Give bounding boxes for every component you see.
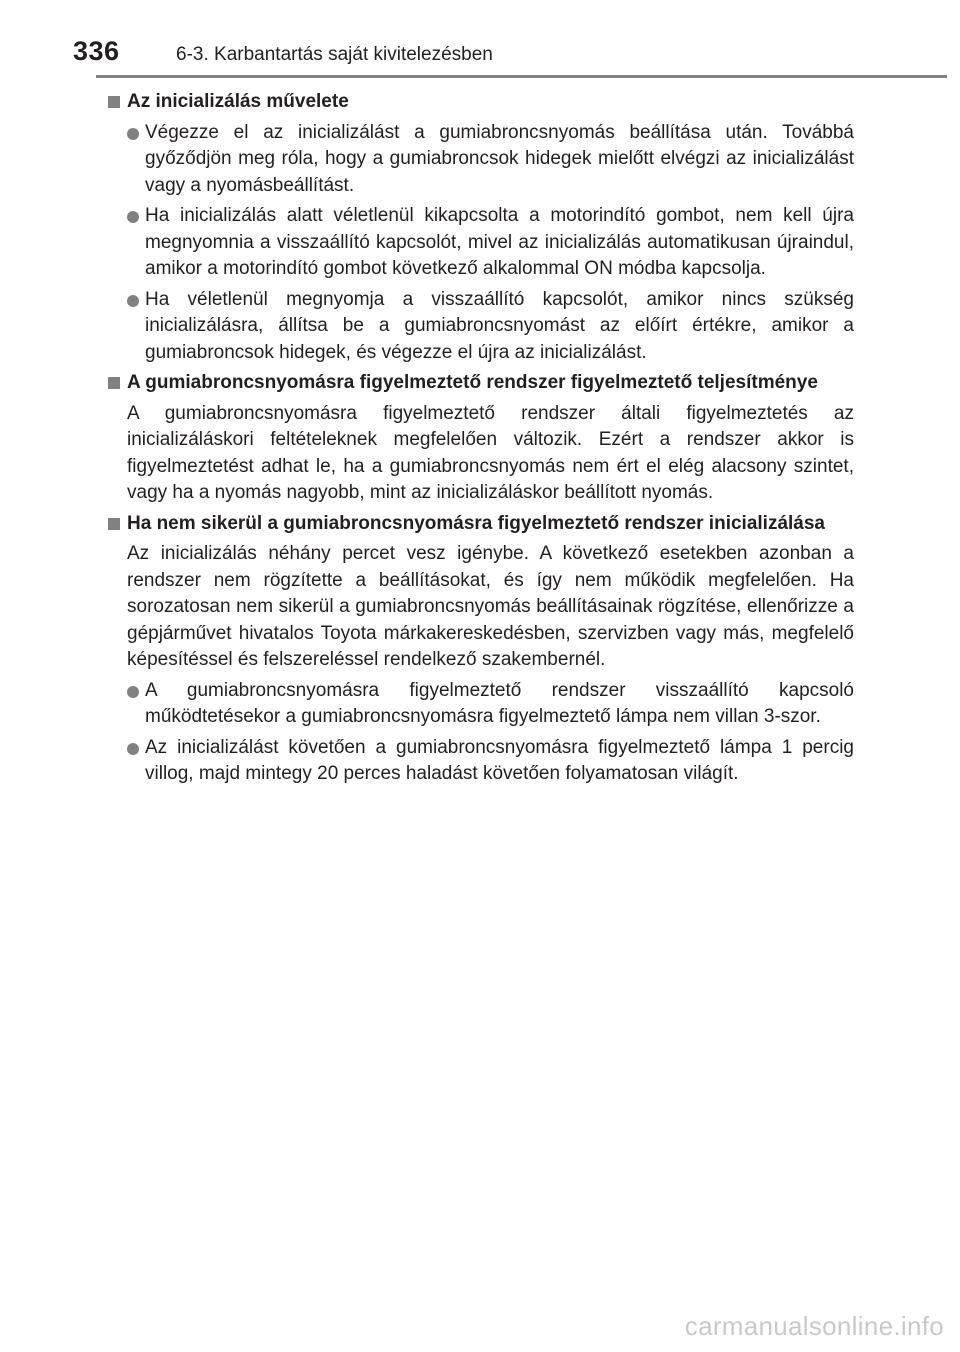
circle-bullet-icon xyxy=(127,743,139,755)
list-item: A gumiabroncsnyomásra figyelmeztető rendszer visszaállító kapcsoló működtetésekor a gumiabroncsnyomásra figyelmeztető lámpa nem villan 3-szor. xyxy=(108,678,854,731)
section-paragraph: A gumiabroncsnyomásra figyelmeztető rendszer általi figyelmeztetés az inicializáláskori feltételeknek megfelelően változik. Ezért a rendszer akkor is figyelmeztetést adhat le, ha a gumiabroncsnyomás nem ért el elég alacsony szintet, vagy ha a nyomás nagyobb, mint az inicializáláskor beállított nyomás. xyxy=(127,402,854,503)
page-number: 336 xyxy=(73,36,120,66)
section-warning-performance xyxy=(108,370,854,507)
section-title: 6-3. Karbantartás saját kivitelezésben xyxy=(176,44,493,65)
section-paragraph: Az inicializálás néhány percet vesz igénybe. A következő esetekben azonban a rendszer nem rögzítette a beállításokat, és így nem működik megfelelően. Ha sorozatosan nem sikerül a gumiabroncsnyomás beállításainak rögzítése, ellenőrizze a gépjárművet hivatalos Toyota márkakereskedésben, szervizben vagy más, megfelelő képesítéssel és felszereléssel rendelkező szakembernél. xyxy=(127,543,854,670)
page-content xyxy=(108,89,854,792)
square-bullet-icon xyxy=(108,377,120,389)
section-heading: A gumiabroncsnyomásra figyelmeztető rendszer figyelmeztető teljesítménye xyxy=(108,370,854,397)
section-initialization xyxy=(108,89,854,366)
watermark: carmanualsonline.info xyxy=(684,1311,944,1341)
circle-bullet-icon xyxy=(127,128,139,140)
square-bullet-icon xyxy=(108,96,120,108)
page-header xyxy=(0,0,960,80)
square-bullet-icon xyxy=(108,518,120,530)
list-item: Ha inicializálás alatt véletlenül kikapcsolta a motorindító gombot, nem kell újra megnyomnia a visszaállító kapcsolót, mivel az inicializálás automatikusan újraindul, amikor a motorindító gombot következő alkalommal ON módba kapcsolja. xyxy=(108,203,854,283)
list-item: Ha véletlenül megnyomja a visszaállító kapcsolót, amikor nincs szükség inicializálásra, állítsa be a gumiabroncsnyomást az előírt értékre, amikor a gumiabroncsok hidegek, és végezze el újra az inicializálást. xyxy=(108,287,854,367)
header-divider xyxy=(96,75,947,78)
circle-bullet-icon xyxy=(127,686,139,698)
circle-bullet-icon xyxy=(127,295,139,307)
section-heading: Ha nem sikerül a gumiabroncsnyomásra figyelmeztető rendszer inicializálása xyxy=(108,511,854,538)
list-item: Az inicializálást követően a gumiabroncsnyomásra figyelmeztető lámpa 1 percig villog, majd mintegy 20 perces haladást követően folyamatosan világít. xyxy=(108,735,854,788)
section-initialization-failure xyxy=(108,511,854,788)
list-item: Végezze el az inicializálást a gumiabroncsnyomás beállítása után. Továbbá győződjön meg róla, hogy a gumiabroncsok hidegek mielőtt elvégzi az inicializálást vagy a nyomásbeállítást. xyxy=(108,120,854,200)
section-heading: Az inicializálás művelete xyxy=(108,89,854,116)
circle-bullet-icon xyxy=(127,211,139,223)
